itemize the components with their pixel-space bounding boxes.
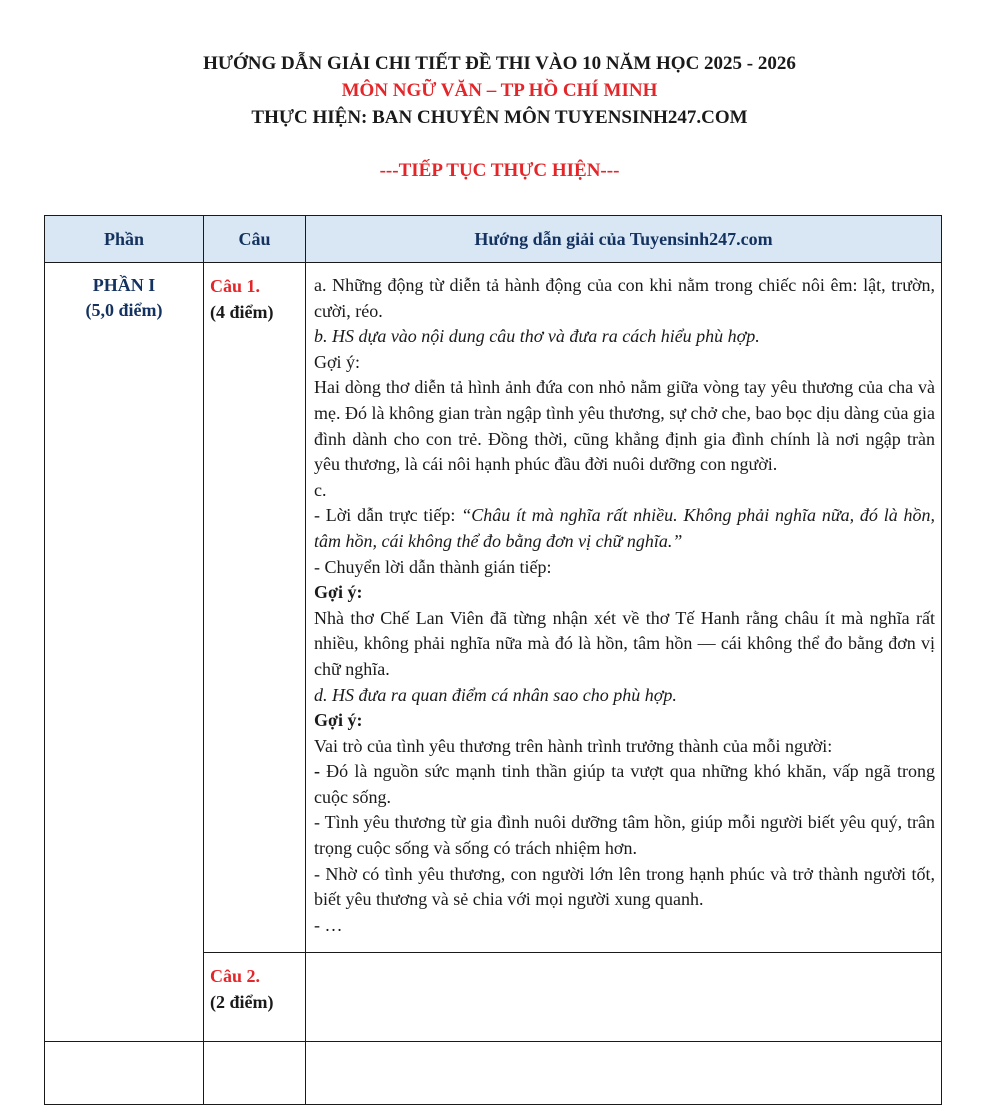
answer-d-item-1 (314, 759, 935, 810)
answer-c-indirect: - Chuyển lời dẫn thành gián tiếp: (314, 556, 552, 577)
question-title: Câu 1. (210, 276, 261, 296)
direct-label: - Lời dẫn trực tiếp: (314, 505, 462, 526)
table-header-row (45, 216, 942, 263)
part-points: (5,0 điểm) (85, 300, 163, 320)
question-cell (204, 953, 306, 1042)
answer-b: b. HS dựa vào nội dung câu thơ và đưa ra cách hiểu phù hợp. (314, 326, 760, 347)
answer-c-hint-label: Gợi ý: (314, 582, 363, 603)
table-row (45, 263, 942, 953)
item-text: Đó là nguồn sức mạnh tinh thần giúp ta vượt qua những khó khăn, vấp ngã trong cuộc sống. (314, 761, 936, 807)
item-dash: - (314, 761, 327, 782)
continue-subtitle: ---TIẾP TỤC THỰC HIỆN--- (379, 160, 620, 181)
question-points: (4 điểm) (210, 302, 274, 322)
answer-a: a. Những động từ diễn tả hành động của con khi nằm trong chiếc nôi êm: lật, trườn, cười, réo. (314, 275, 935, 321)
answer-c-hint: Nhà thơ Chế Lan Viên đã từng nhận xét về thơ Tế Hanh rằng châu ít mà nghĩa rất nhiều, không phải nghĩa nữa mà đó là hồn, tâm hồn — cái không thể đo bằng đơn vị chữ nghĩa. (314, 607, 935, 679)
answer-d: d. HS đưa ra quan điểm cá nhân sao cho phù hợp. (314, 684, 677, 705)
answer-b-hint: Hai dòng thơ diễn tả hình ảnh đứa con nhỏ nằm giữa vòng tay yêu thương của cha và mẹ. Đó là không gian tràn ngập tình yêu thương, sự chở che, bao bọc dịu dàng của gia đình dành cho con trẻ. Đồng thời, cũng khẳng định gia đình chính là nơi ngập tràn yêu thương, là cái nôi hạnh phúc đầu đời nuôi dưỡng con người. (314, 377, 935, 475)
direct-quote: “Châu ít mà nghĩa rất nhiều. Không phải nghĩa nữa, đó là hồn, tâm hồn, cái không thể đo bằng đơn vị chữ nghĩa.” (314, 505, 936, 551)
header-part: Phần (45, 216, 204, 263)
answer-b-hint-label: Gợi ý: (314, 351, 361, 372)
author-line: THỰC HIỆN: BAN CHUYÊN MÔN TUYENSINH247.COM (251, 107, 748, 128)
document-header (0, 50, 999, 131)
question-cell (204, 263, 306, 953)
header-guide: Hướng dẫn giải của Tuyensinh247.com (306, 216, 942, 263)
table-row-cut (45, 1042, 942, 1105)
part-cell (45, 263, 204, 1042)
question-cell (204, 1042, 306, 1105)
document-title: HƯỚNG DẪN GIẢI CHI TIẾT ĐỀ THI VÀO 10 NĂM HỌC 2025 - 2026 (203, 53, 796, 74)
part-name: PHẦN I (92, 275, 156, 295)
question-title: Câu 2. (210, 966, 261, 987)
answer-d-etc: - … (314, 914, 343, 935)
answer-cell (306, 263, 942, 953)
answer-d-hint-label: Gợi ý: (314, 710, 363, 731)
subject-title: MÔN NGỮ VĂN – TP HỒ CHÍ MINH (341, 80, 658, 101)
answer-d-item-3: - Nhờ có tình yêu thương, con người lớn lên trong hạnh phúc và trở thành người tốt, biết yêu thương và sẻ chia với mọi người xung quanh. (314, 863, 935, 910)
answer-d-item-2: - Tình yêu thương từ gia đình nuôi dưỡng tâm hồn, giúp mỗi người biết yêu quý, trân trọng cuộc sống và sống có trách nhiệm hơn. (314, 812, 935, 859)
answer-cell-empty (306, 953, 942, 1042)
answer-guide-table (44, 215, 942, 1105)
answer-cell (306, 1042, 942, 1105)
part-cell (45, 1042, 204, 1105)
answer-d-intro: Vai trò của tình yêu thương trên hành trình trưởng thành của mỗi người: (314, 735, 833, 756)
question-points: (2 điểm) (210, 992, 274, 1013)
answer-c: c. (314, 479, 327, 500)
answer-c-direct (314, 503, 935, 554)
header-question: Câu (204, 216, 306, 263)
